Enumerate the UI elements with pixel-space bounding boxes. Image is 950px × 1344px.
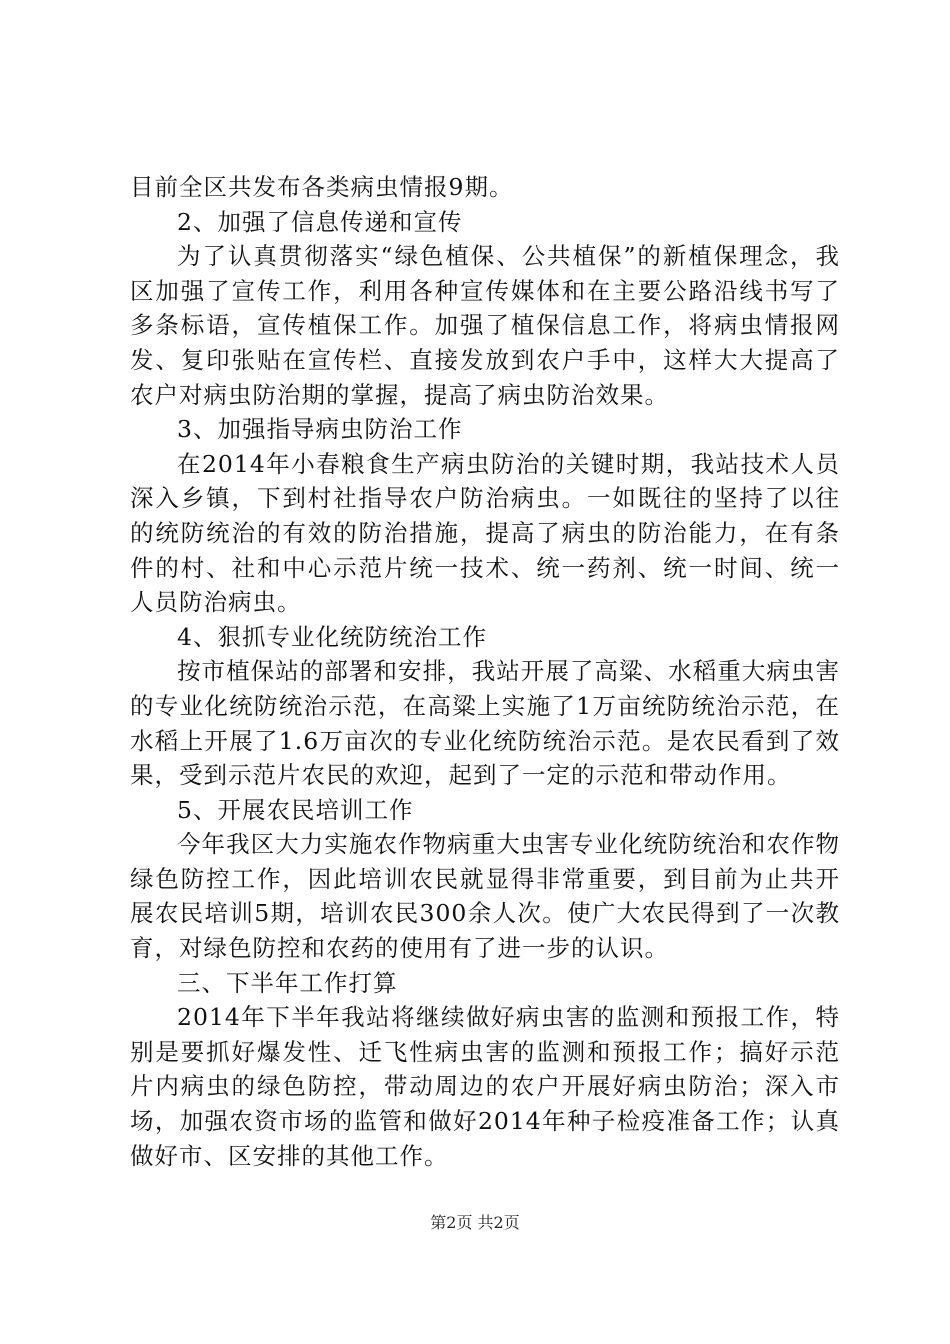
- paragraph-control: 按市植保站的部署和安排，我站开展了高粱、水稻重大病虫害的专业化统防统治示范，在高粱上实施了1万亩统防统治示范，在水稻上开展了1.6万亩次的专业化统防统治示范。是农民看到了效果，受到示范片农民的欢迎，起到了一定的示范和带动作用。: [130, 657, 840, 790]
- section-heading-5: 5、开展农民培训工作: [177, 795, 414, 824]
- paragraph-publicity: 为了认真贯彻落实“绿色植保、公共植保”的新植保理念，我区加强了宣传工作，利用各种宣传媒体和在主要公路沿线书写了多条标语，宣传植保工作。加强了植保信息工作，将病虫情报网发、复印张贴在宣传栏、直接发放到农户手中，这样大大提高了农户对病虫防治期的掌握，提高了病虫防治效果。: [130, 242, 840, 409]
- page-number-footer: 第2页 共2页: [430, 1213, 520, 1232]
- paragraph-plan: 2014年下半年我站将继续做好病虫害的监测和预报工作，特别是要抓好爆发性、迁飞性病虫害的监测和预报工作；搞好示范片内病虫的绿色防控，带动周边的农户开展好病虫防治；深入市场，加强农资市场的监管和做好2014年种子检疫准备工作；认真做好市、区安排的其他工作。: [130, 1003, 840, 1170]
- paragraph-guidance: 在2014年小春粮食生产病虫防治的关键时期，我站技术人员深入乡镇，下到村社指导农户防治病虫。一如既往的坚持了以往的统防统治的有效的防治措施，提高了病虫的防治能力，在有条件的村、社和中心示范片统一技术、统一药剂、统一时间、统一人员防治病虫。: [130, 449, 840, 617]
- section-heading-plan: 三、下半年工作打算: [177, 968, 398, 997]
- document-body: [130, 170, 840, 1173]
- paragraph-intro: 目前全区共发布各类病虫情报9期。: [130, 173, 514, 201]
- section-heading-2: 2、加强了信息传递和宣传: [177, 207, 463, 236]
- section-heading-4: 4、狠抓专业化统防统治工作: [177, 622, 487, 651]
- section-heading-3: 3、加强指导病虫防治工作: [177, 415, 463, 444]
- paragraph-training: 今年我区大力实施农作物病重大虫害专业化统防统治和农作物绿色防控工作，因此培训农民就显得非常重要，到目前为止共开展农民培训5期，培训农民300余人次。使广大农民得到了一次教育，对绿色防控和农药的使用有了进一步的认识。: [130, 830, 840, 963]
